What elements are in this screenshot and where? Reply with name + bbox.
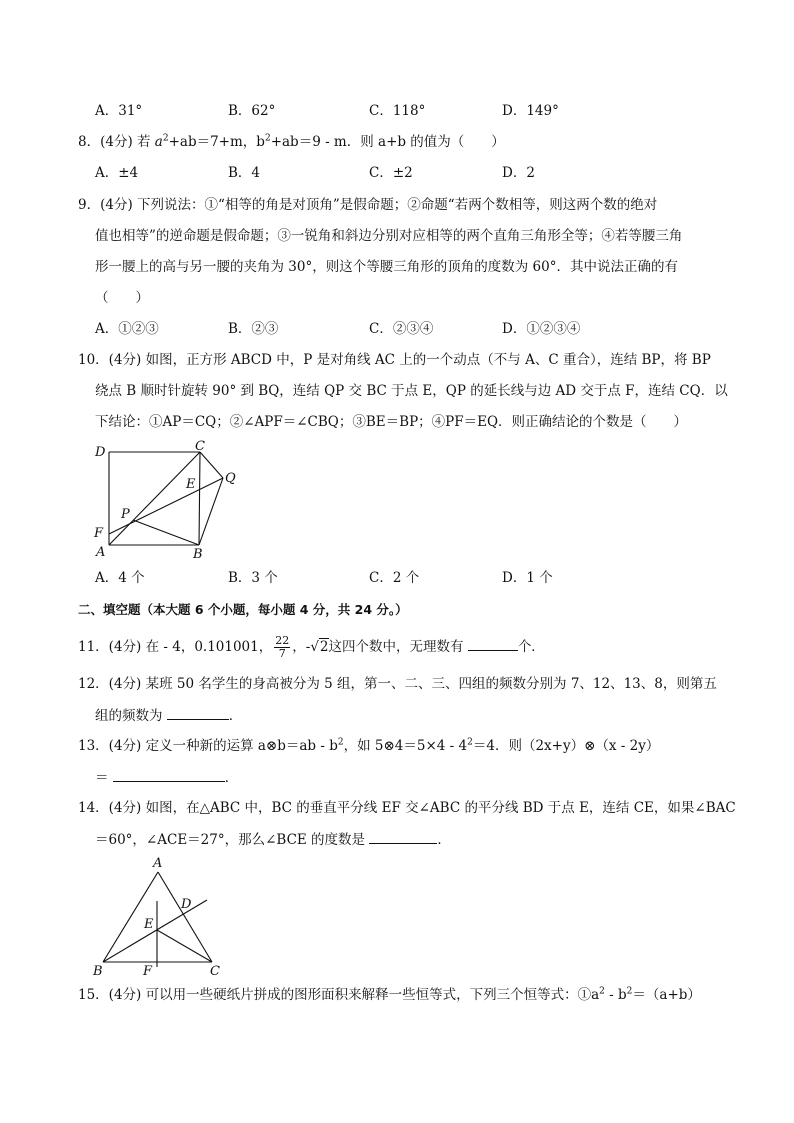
q9-line-2: 值也相等”的逆命题是假命题；③一锐角和斜边分别对应相等的两个直角三角形全等；④若等腰三角 <box>95 228 683 244</box>
q12-answer-blank <box>167 705 229 720</box>
q11-fraction: $\frac{22}{7}$ <box>275 634 290 660</box>
q9-line-4: （ ） <box>95 290 149 306</box>
q10-label-f: F <box>94 526 104 541</box>
section-2-heading: 二、填空题（本大题 6 个小题，每小题 4 分，共 24 分。） <box>78 602 408 617</box>
q8-option-c: C．±2 <box>369 165 413 181</box>
q14-label-d: D <box>181 897 192 912</box>
q10-square-figure <box>88 438 248 562</box>
q9-line-1: 9．(4分) 下列说法：①“相等的角是对顶角”是假命题；②命题“若两个数相等，则这两个数的绝对 <box>78 197 658 213</box>
q10-label-a: A <box>96 545 106 560</box>
q7-option-a: A．31° <box>95 103 143 119</box>
q11-stem: 11．(4分) 在 - 4，0.101001， $\frac{22}{7}$ ，-√2这四个数中，无理数有 个． <box>78 634 545 660</box>
q10-option-c: C．2 个 <box>369 570 420 586</box>
q12-line-2: 组的频数为 ． <box>95 705 242 726</box>
q7-option-d: D．149° <box>502 103 559 119</box>
q10-option-d: D．1 个 <box>502 570 553 586</box>
q10-label-q: Q <box>225 471 236 486</box>
q10-option-a: A．4 个 <box>95 570 145 586</box>
q10-option-b: B．3 个 <box>228 570 278 586</box>
q9-option-b: B．②③ <box>228 321 279 337</box>
q10-line-2: 绕点 B 顺时针旋转 90° 到 BQ，连结 QP 交 BC 于点 E，QP 的延长线与边 AD 交于点 F，连结 CQ．以 <box>95 383 728 399</box>
q8-stem: 8．(4分) 若 $a^2+ab=7+m$，$b^2+ab=9 - m$．则 a+b 的值为（ ） <box>78 133 505 150</box>
q9-line-3: 形一腰上的高与另一腰的夹角为 30°，则这个等腰三角形的顶角的度数为 60°．其中说法正确的有 <box>95 259 678 275</box>
q7-option-b: B．62° <box>228 103 276 119</box>
q15-line-1: 15．(4分) 可以用一些硬纸片拼成的图形面积来解释一些恒等式，下列三个恒等式：$①a^2 - b^2=(a+b)$ <box>78 986 701 1003</box>
q13-line-1: 13．(4分) 定义一种新的运算 a⊗b＝ab - $b^2$，如 5⊗4＝5×4 - $4^2=4$．则（2x+y）⊗（x - 2y） <box>78 737 660 754</box>
q14-answer-blank <box>369 829 437 844</box>
q9-option-a: A．①②③ <box>95 321 159 337</box>
q14-label-b: B <box>93 964 103 979</box>
q13-answer-blank <box>113 767 225 782</box>
q9-option-d: D．①②③④ <box>502 321 581 337</box>
q7-option-c: C．118° <box>369 103 426 119</box>
q10-label-b: B <box>193 547 203 562</box>
q8-option-b: B．4 <box>228 165 261 181</box>
q13-line-2: ＝ ． <box>95 767 238 788</box>
q10-line-1: 10．(4分) 如图，正方形 ABCD 中，P 是对角线 AC 上的一个动点（不与 A、C 重合），连结 BP，将 BP <box>78 352 711 368</box>
q14-label-c: C <box>210 964 220 979</box>
q10-label-c: C <box>195 439 205 454</box>
q8-option-d: D．2 <box>502 165 535 181</box>
q14-label-a: A <box>153 856 163 871</box>
q12-line-1: 12．(4分) 某班 50 名学生的身高被分为 5 组，第一、二、三、四组的频数分别为 7、12、13、8，则第五 <box>78 676 717 692</box>
q10-line-3: 下结论：①AP＝CQ；②∠APF＝∠CBQ；③BE＝BP；④PF＝EQ．则正确结论的个数是（ ） <box>95 414 688 430</box>
q14-label-f: F <box>143 964 153 979</box>
q14-line-2: ＝60°，∠ACE＝27°，那么∠BCE 的度数是 ． <box>95 829 451 850</box>
q14-line-1: 14．(4分) 如图，在△ABC 中，BC 的垂直平分线 EF 交∠ABC 的平分线 BD 于点 E，连结 CE，如果∠BAC <box>78 800 736 816</box>
q14-triangle-figure <box>88 852 238 980</box>
q11-answer-blank <box>468 636 518 651</box>
q10-label-p: P <box>121 507 130 522</box>
q9-option-c: C．②③④ <box>369 321 434 337</box>
q10-label-e: E <box>186 477 196 492</box>
q10-label-d: D <box>95 445 106 460</box>
q8-option-a: A．±4 <box>95 165 139 181</box>
q14-label-e: E <box>144 917 154 932</box>
